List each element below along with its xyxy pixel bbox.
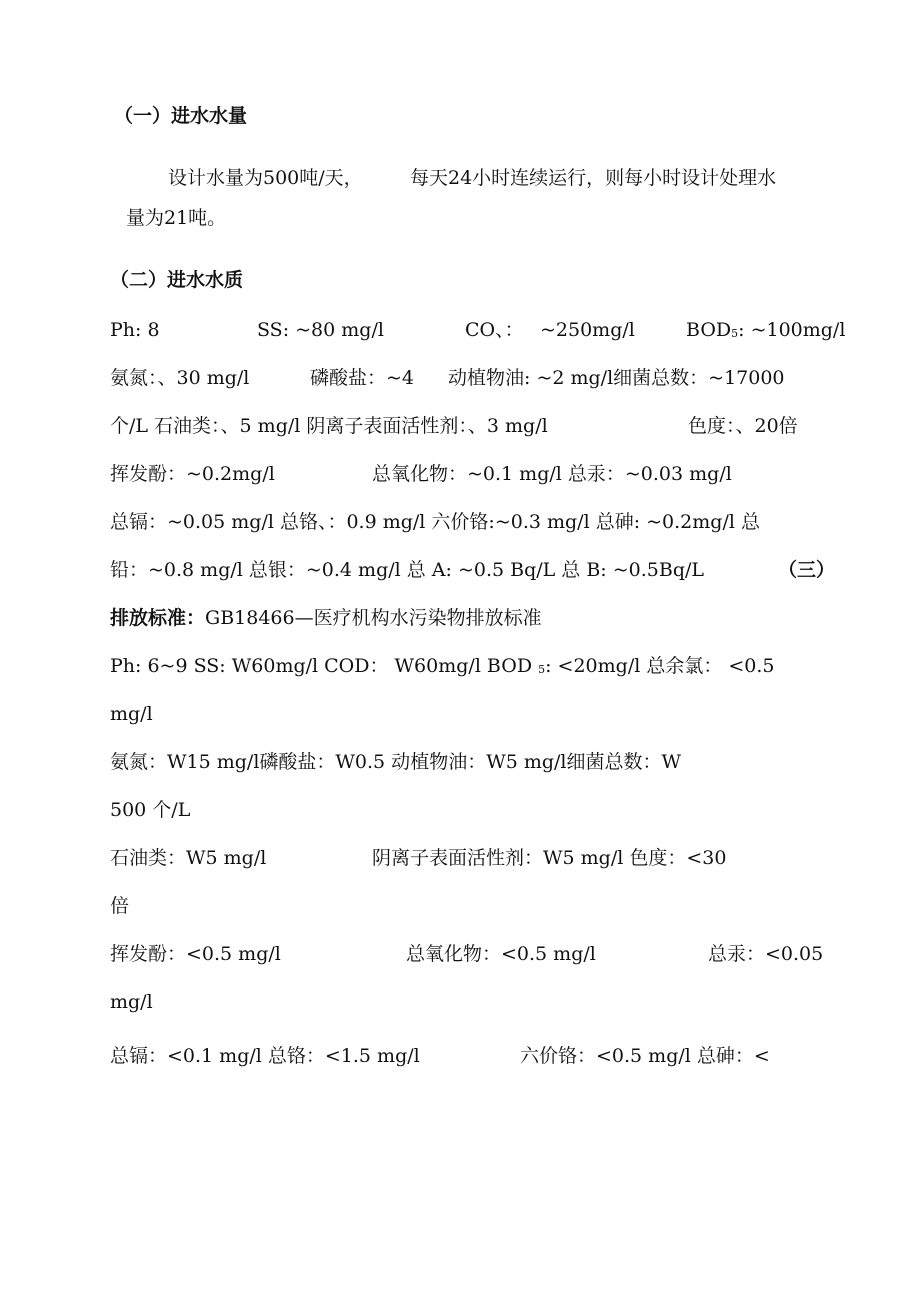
discharge-standard-line <box>110 606 542 630</box>
std-hexavalent-arsenic: 六价铬：<0.5 mg/l 总砷：< <box>520 1045 770 1067</box>
discharge-standard-label: 排放标准： <box>110 607 206 629</box>
cyanide-mercury-value: 总氧化物：~0.1 mg/l 总汞：~0.03 mg/l <box>372 463 732 485</box>
std-phenol: 挥发酚：<0.5 mg/l <box>110 943 281 965</box>
std-cadmium-chromium: 总镉：<0.1 mg/l 总铬：<1.5 mg/l <box>110 1045 420 1067</box>
metals-line-1: 总镉：~0.05 mg/l 总铬、：0.9 mg/l 六价铬:~0.3 mg/l 总砷: ~0.2mg/l 总 <box>110 511 760 533</box>
petroleum-surfactant-value: 个/L 石油类：、5 mg/l 阴离子表面活性剂：、3 mg/l <box>110 415 548 437</box>
std-line-1-cont: mg/l <box>110 703 153 725</box>
ammonia-value: 氨氮：、30 mg/l <box>110 367 250 389</box>
phenol-value: 挥发酚：~0.2mg/l <box>110 463 275 485</box>
oil-bacteria-value: 动植物油: ~2 mg/l细菌总数：~17000 <box>448 367 785 389</box>
hourly-volume-text: 量为21吨。 <box>126 207 227 229</box>
std-line-2-cont: 500 个/L <box>110 799 191 821</box>
discharge-standard-name: GB18466—医疗机构水污染物排放标准 <box>205 607 542 629</box>
std-cyanide: 总氧化物：<0.5 mg/l <box>406 943 596 965</box>
bod-value: $BOD_5$: ~100mg/l <box>686 319 846 341</box>
section-heading-inflow-quality: （二）进水水质 <box>110 269 244 291</box>
std-color-unit: 倍 <box>110 895 130 917</box>
cod-value: ~250mg/l <box>540 319 635 341</box>
color-value: 色度：、20倍 <box>688 415 798 437</box>
ss-value: SS: ~80 mg/l <box>257 319 384 341</box>
section-marker-three: （三） <box>778 559 836 581</box>
operation-text: 每天24小时连续运行，则每小时设计处理水 <box>410 167 777 189</box>
std-mercury: 总汞：<0.05 <box>708 943 824 965</box>
design-volume-text: 设计水量为500吨/天， <box>168 167 363 189</box>
std-mercury-unit: mg/l <box>110 991 153 1013</box>
cod-label: CO、： <box>465 319 524 341</box>
std-line-2: 氨氮：W15 mg/l磷酸盐：W0.5 动植物油：W5 mg/l细菌总数：W <box>110 751 682 773</box>
section-heading-inflow-volume: （一）进水水量 <box>114 105 248 127</box>
std-surfactant-color: 阴离子表面活性剂：W5 mg/l 色度：<30 <box>372 847 727 869</box>
std-line-1: Ph: 6~9 SS: W60mg/l COD： W60mg/l BOD $_5$: <20mg/l 总余氯： <0.5 <box>110 655 775 677</box>
ph-value: Ph: 8 <box>110 319 160 341</box>
metals-line-2: 铅：~0.8 mg/l 总银：~0.4 mg/l 总 A: ~0.5 Bq/L 总 B: ~0.5Bq/L <box>110 559 705 581</box>
phosphate-value: 磷酸盐：~4 <box>310 367 415 389</box>
std-petroleum: 石油类：W5 mg/l <box>110 847 267 869</box>
